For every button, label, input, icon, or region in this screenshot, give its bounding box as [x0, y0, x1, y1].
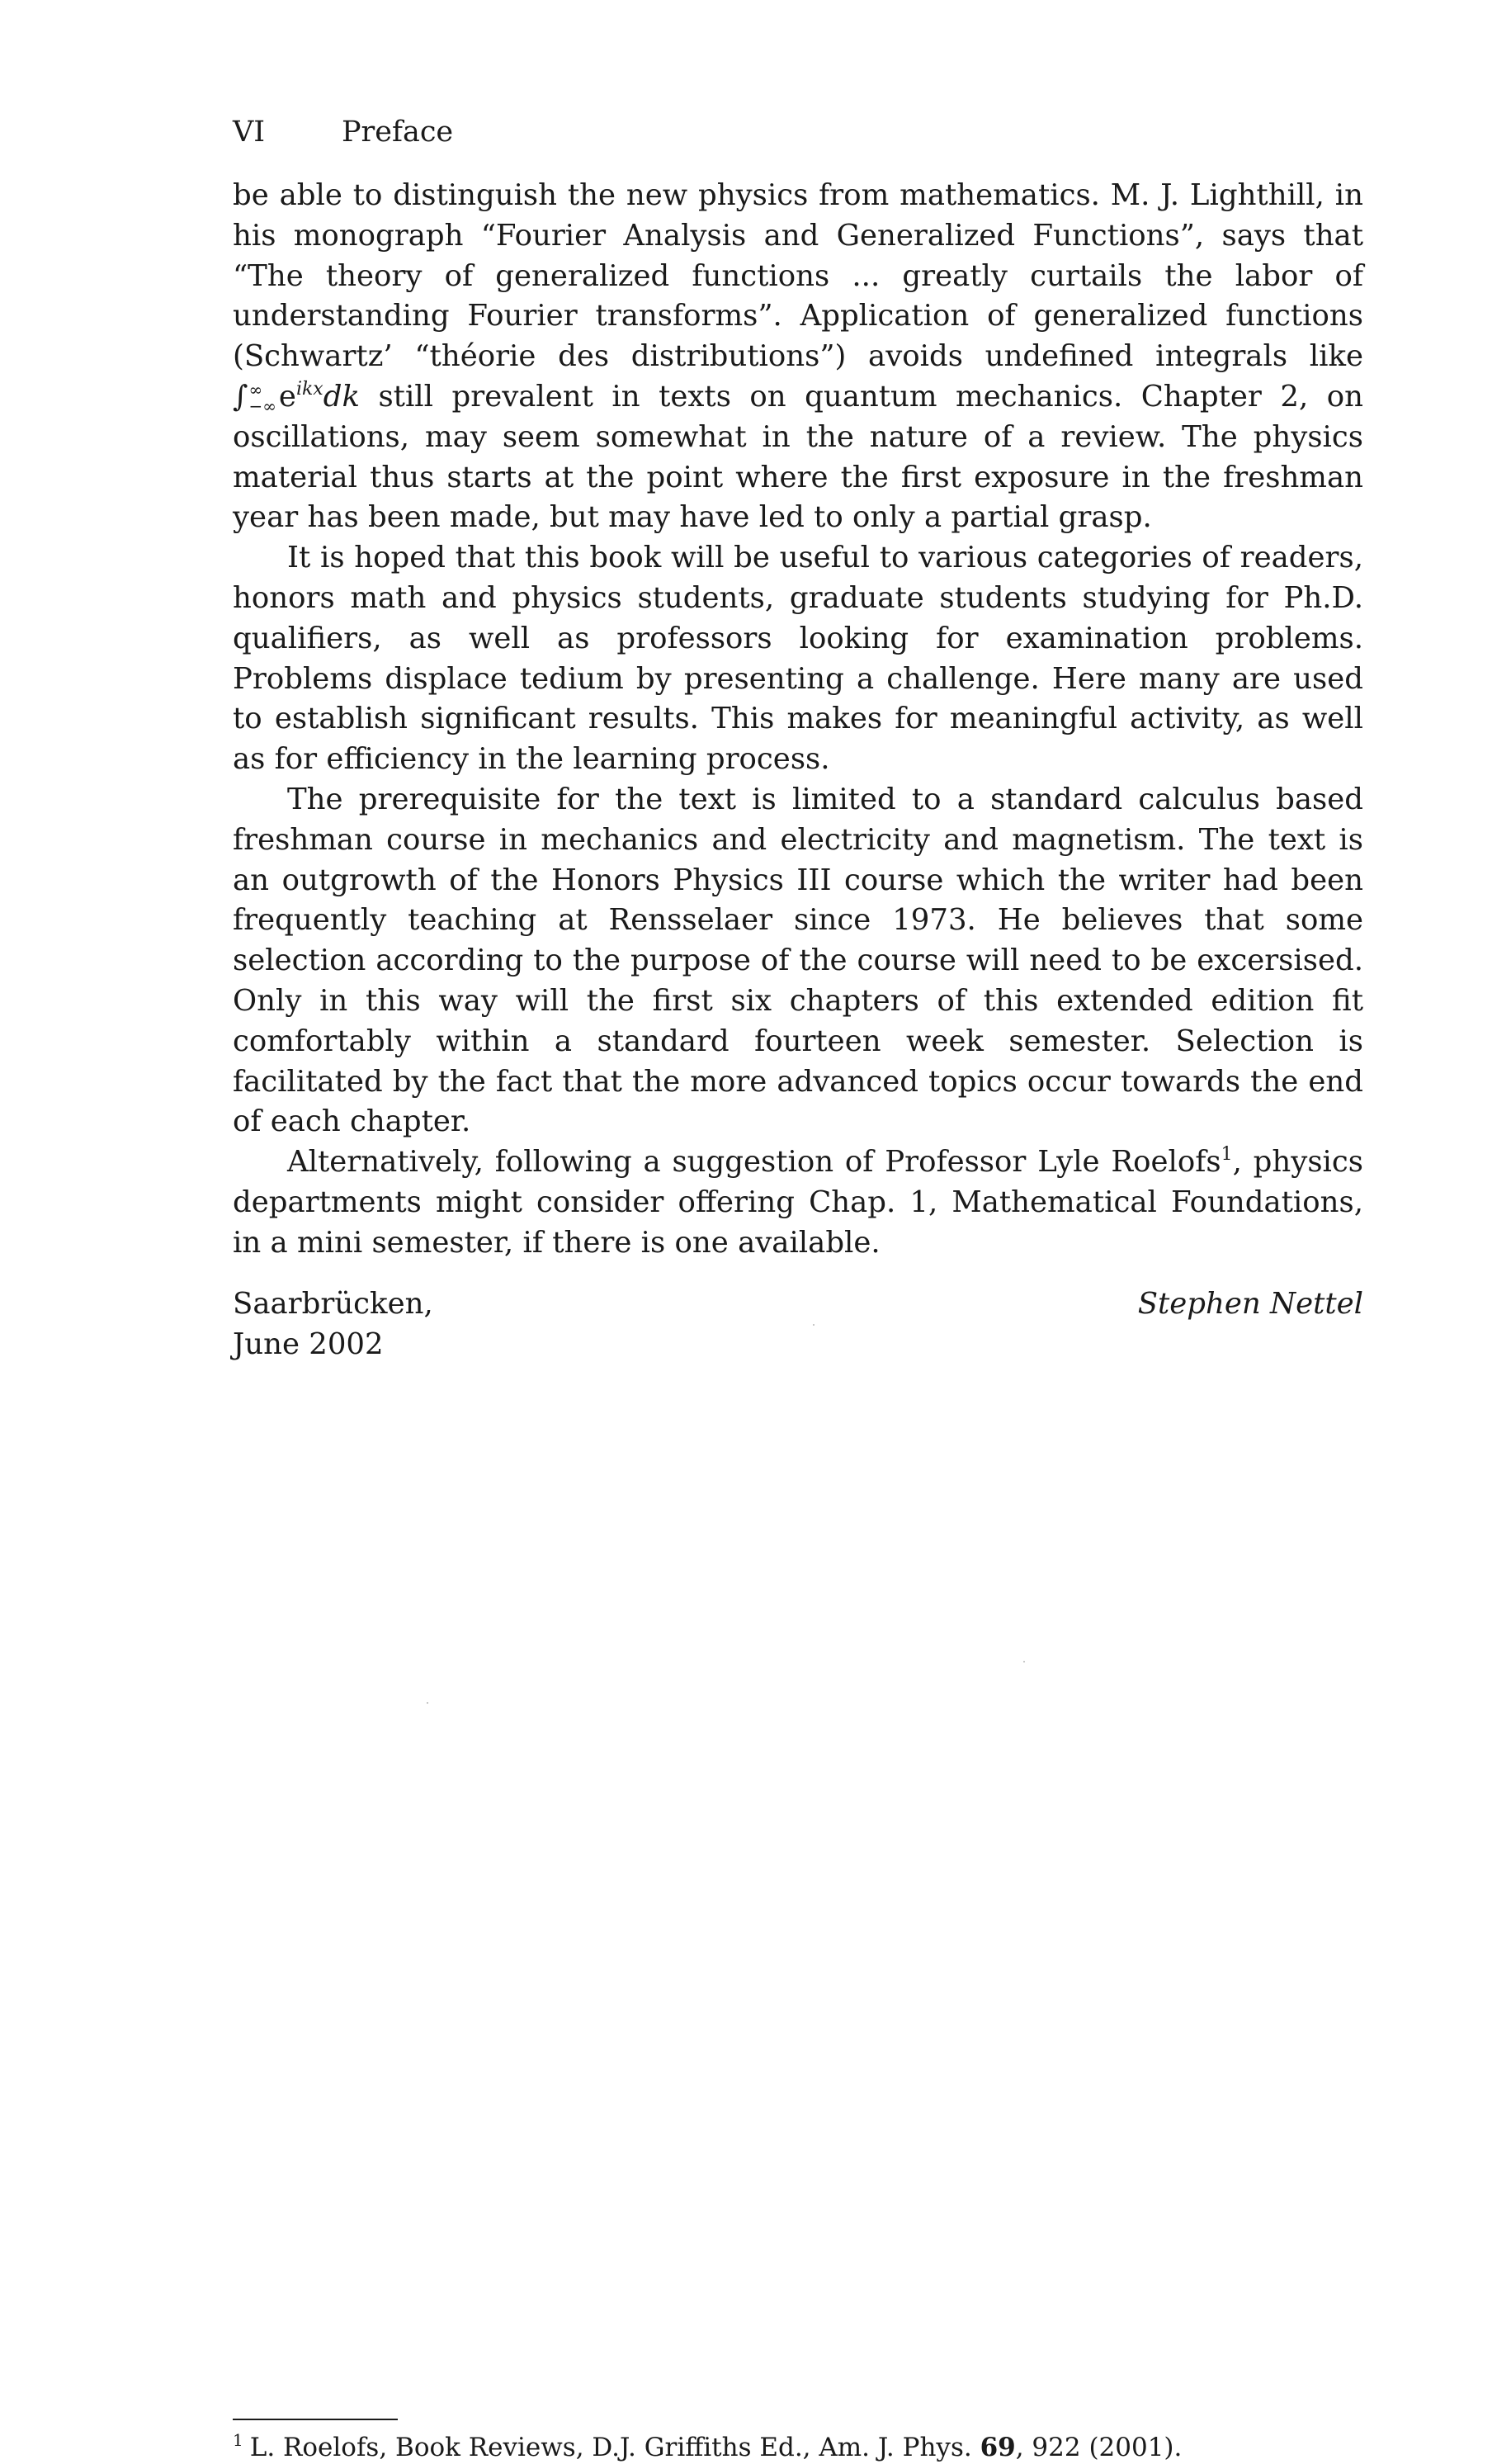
integral-limits: [248, 380, 276, 417]
footnote-mark: 1: [233, 2430, 243, 2450]
footnote-text-b: , 922 (2001).: [1015, 2433, 1183, 2462]
date: June 2002: [233, 1327, 384, 1361]
paragraph-4-text-b: , physics departments might consider offering Chap. 1, Mathematical Foundations, in a mini semester, if there is one available.: [233, 1145, 1363, 1260]
running-head: [233, 114, 453, 150]
footnote-volume: 69: [980, 2433, 1016, 2462]
preface-body: [233, 176, 1363, 1264]
integral-upper-limit: ∞: [248, 380, 263, 400]
integral-lower-limit: −∞: [248, 396, 276, 417]
integral-sign: ∫: [233, 379, 248, 414]
footnote-reference: 1: [1221, 1144, 1233, 1166]
scan-speck: [1023, 1661, 1025, 1662]
exponential-base: e: [278, 379, 296, 414]
paragraph-2: It is hoped that this book will be useful to various categories of readers, honors math and physics students, graduate students studying for Ph.D. qualifiers, as well as professors looking for examination problems. Problems displace tedium by presenting a challenge. Here many are used to establish significant results. This makes for meaningful activity, as well as for efficiency in the learning process.: [233, 541, 1363, 777]
paragraph-1: [233, 176, 1363, 538]
exponent-text: ikx: [295, 378, 323, 400]
exponent: [296, 379, 323, 400]
place: Saarbrücken,: [233, 1287, 433, 1321]
footnote-rule: [233, 2419, 398, 2420]
section-title: Preface: [342, 116, 454, 149]
scan-speck: [813, 1324, 815, 1326]
integral-expression: [233, 378, 360, 417]
scan-speck: [427, 1702, 428, 1704]
paragraph-4-text-a: Alternatively, following a suggestion of Professor Lyle Roelofs: [287, 1145, 1221, 1180]
differential: dk: [323, 379, 360, 414]
footnote: [233, 2431, 1363, 2464]
page-number: VI: [233, 116, 266, 149]
author-name: Stephen Nettel: [1137, 1287, 1363, 1321]
place-date: [233, 1284, 433, 1365]
paragraph-3: The prerequisite for the text is limited to a standard calculus based freshman course in mechanics and electricity and magnetism. The text is an outgrowth of the Honors Physics III course which the writer had been frequently teaching at Rensselaer since 1973. He believes that some selection according to the purpose of the course will need to be excersised. Only in this way will the first six chapters of this extended edition fit comfortably within a standard fourteen week semester. Selection is facilitated by the fact that the more advanced topics occur towards the end of each chapter.: [233, 782, 1363, 1139]
paragraph-1-text-a: be able to distinguish the new physics from mathematics. M. J. Lighthill, in his monograph “Fourier Analysis and Generalized Functions”, says that “The theory of generalized functions ... greatly curtails the labor of understanding Fourier transforms”. Application of generalized functions (Schwartz’ “théorie des distributions”) avoids undefined integrals like: [233, 178, 1363, 374]
footnote-text-a: L. Roelofs, Book Reviews, D.J. Griffiths Ed., Am. J. Phys.: [249, 2433, 980, 2462]
paragraph-4: [233, 1142, 1363, 1263]
paragraph-1-text-b: still prevalent in texts on quantum mechanics. Chapter 2, on oscillations, may seem somewhat in the nature of a review. The physics material thus starts at the point where the first exposure in the freshman year has been made, but may have led to only a partial grasp.: [233, 379, 1363, 535]
